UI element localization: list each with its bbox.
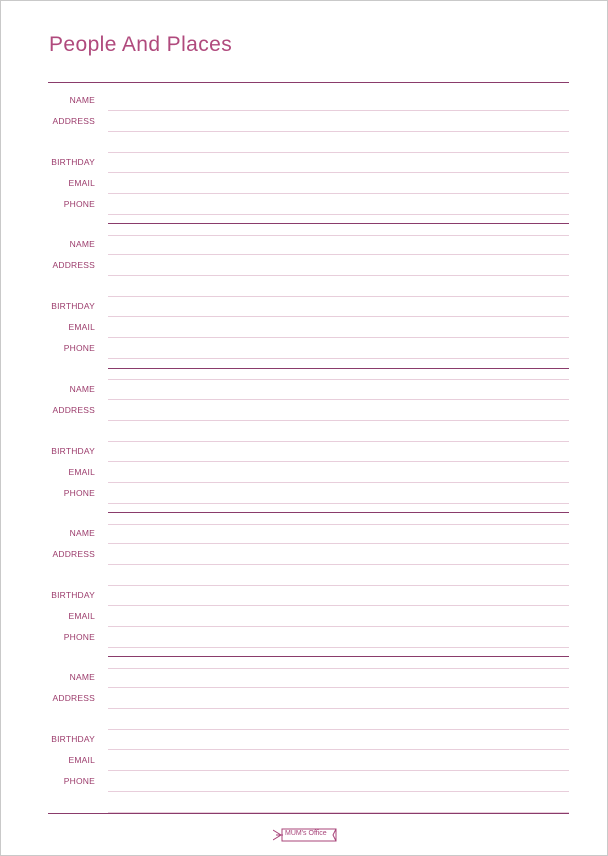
email-entry-line[interactable]: [108, 626, 569, 627]
phone-label: PHONE: [63, 776, 95, 786]
birthday-entry-line[interactable]: [108, 172, 569, 173]
extra-entry-line[interactable]: [108, 668, 569, 669]
phone-entry-line[interactable]: [108, 358, 569, 359]
phone-entry-line[interactable]: [108, 791, 569, 792]
name-label: NAME: [69, 528, 95, 538]
name-label: NAME: [69, 672, 95, 682]
email-label: EMAIL: [68, 755, 95, 766]
phone-entry-line[interactable]: [108, 214, 569, 215]
address-label: ADDRESS: [52, 548, 95, 559]
page-title: People And Places: [49, 33, 233, 56]
address-entry-line[interactable]: [108, 708, 569, 709]
birthday-entry-line[interactable]: [108, 316, 569, 317]
name-entry-line[interactable]: [108, 110, 569, 111]
phone-label: PHONE: [63, 199, 95, 209]
address-label: ADDRESS: [52, 404, 95, 415]
phone-entry-line[interactable]: [108, 647, 569, 648]
email-entry-line[interactable]: [108, 482, 569, 483]
address-label: ADDRESS: [52, 259, 95, 270]
email-label: EMAIL: [68, 178, 95, 189]
brand-name: MUM's Office: [285, 830, 327, 837]
name-entry-line[interactable]: [108, 687, 569, 688]
address-entry-line[interactable]: [108, 564, 569, 565]
section-divider: [108, 223, 569, 224]
footer-divider: [48, 813, 569, 814]
phone-label: PHONE: [63, 488, 95, 498]
section-divider: [108, 656, 569, 657]
name-label: NAME: [69, 95, 95, 105]
extra-entry-line[interactable]: [108, 296, 569, 297]
birthday-label: BIRTHDAY: [51, 734, 95, 745]
extra-entry-line[interactable]: [108, 524, 569, 525]
birthday-label: BIRTHDAY: [51, 446, 95, 457]
address-entry-line[interactable]: [108, 420, 569, 421]
extra-entry-line[interactable]: [108, 152, 569, 153]
address-entry-line[interactable]: [108, 275, 569, 276]
name-entry-line[interactable]: [108, 399, 569, 400]
extra-entry-line[interactable]: [108, 235, 569, 236]
header-divider: [48, 82, 569, 83]
birthday-entry-line[interactable]: [108, 461, 569, 462]
birthday-label: BIRTHDAY: [51, 590, 95, 601]
phone-label: PHONE: [63, 632, 95, 642]
phone-label: PHONE: [63, 343, 95, 353]
extra-entry-line[interactable]: [108, 729, 569, 730]
address-label: ADDRESS: [52, 115, 95, 126]
name-label: NAME: [69, 384, 95, 394]
extra-entry-line[interactable]: [108, 585, 569, 586]
email-entry-line[interactable]: [108, 770, 569, 771]
section-divider: [108, 368, 569, 369]
email-label: EMAIL: [68, 611, 95, 622]
email-entry-line[interactable]: [108, 337, 569, 338]
birthday-label: BIRTHDAY: [51, 157, 95, 168]
name-entry-line[interactable]: [108, 254, 569, 255]
email-entry-line[interactable]: [108, 193, 569, 194]
email-label: EMAIL: [68, 322, 95, 333]
section-divider: [108, 512, 569, 513]
phone-entry-line[interactable]: [108, 503, 569, 504]
birthday-entry-line[interactable]: [108, 605, 569, 606]
extra-entry-line[interactable]: [108, 441, 569, 442]
birthday-entry-line[interactable]: [108, 749, 569, 750]
name-label: NAME: [69, 239, 95, 249]
address-entry-line[interactable]: [108, 131, 569, 132]
birthday-label: BIRTHDAY: [51, 301, 95, 312]
name-entry-line[interactable]: [108, 543, 569, 544]
email-label: EMAIL: [68, 467, 95, 478]
extra-entry-line[interactable]: [108, 379, 569, 380]
address-label: ADDRESS: [52, 692, 95, 703]
